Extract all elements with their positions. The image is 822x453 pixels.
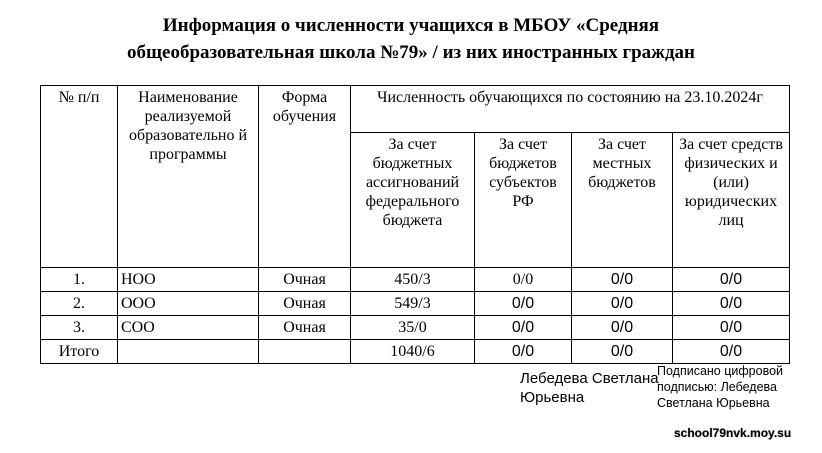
header-form: Форма обучения bbox=[259, 86, 351, 268]
cell-program: ООО bbox=[118, 292, 259, 316]
subheader-private: За счет средств физических и (или) юридических лиц bbox=[673, 133, 790, 268]
digital-signature-note bbox=[657, 363, 807, 411]
subheader-subjects: За счет бюджетов субъектов РФ bbox=[475, 133, 572, 268]
digital-signature-line-3: Светлана Юрьевна bbox=[657, 396, 770, 410]
cell-form: Очная bbox=[259, 268, 351, 292]
subheader-local: За счет местных бюджетов bbox=[572, 133, 673, 268]
total-federal: 1040/6 bbox=[351, 340, 475, 364]
total-private: 0/0 bbox=[673, 340, 790, 364]
cell-federal: 549/3 bbox=[351, 292, 475, 316]
total-program bbox=[118, 340, 259, 364]
cell-num: 1. bbox=[41, 268, 118, 292]
cell-num: 2. bbox=[41, 292, 118, 316]
cell-private: 0/0 bbox=[673, 316, 790, 340]
cell-subjects: 0/0 bbox=[475, 316, 572, 340]
digital-signature-line-1: Подписано цифровой bbox=[657, 364, 784, 378]
table-row bbox=[41, 292, 790, 316]
cell-federal: 450/3 bbox=[351, 268, 475, 292]
cell-federal: 35/0 bbox=[351, 316, 475, 340]
students-table bbox=[40, 85, 790, 364]
cell-local: 0/0 bbox=[572, 292, 673, 316]
cell-private: 0/0 bbox=[673, 268, 790, 292]
total-local: 0/0 bbox=[572, 340, 673, 364]
header-num: № п/п bbox=[41, 86, 118, 268]
digital-signature-line-2: подписью: Лебедева bbox=[657, 380, 777, 394]
title-line-2: общеобразовательная школа №79» / из них иностранных граждан bbox=[126, 42, 696, 63]
table-row bbox=[41, 268, 790, 292]
cell-subjects: 0/0 bbox=[475, 268, 572, 292]
cell-program: НОО bbox=[118, 268, 259, 292]
total-label: Итого bbox=[41, 340, 118, 364]
header-program: Наименование реализуемой образовательно й программы bbox=[118, 86, 259, 268]
document-title bbox=[0, 12, 822, 66]
table-row bbox=[41, 316, 790, 340]
total-subjects: 0/0 bbox=[475, 340, 572, 364]
website-watermark: school79nvk.moy.su bbox=[674, 426, 792, 440]
table-total-row bbox=[41, 340, 790, 364]
signer-name bbox=[520, 369, 660, 407]
cell-subjects: 0/0 bbox=[475, 292, 572, 316]
cell-private: 0/0 bbox=[673, 292, 790, 316]
table-header-row bbox=[41, 86, 790, 133]
cell-num: 3. bbox=[41, 316, 118, 340]
cell-local: 0/0 bbox=[572, 316, 673, 340]
title-line-1: Информация о численности учащихся в МБОУ «Средняя bbox=[162, 15, 660, 36]
total-form bbox=[259, 340, 351, 364]
signer-name-line-1: Лебедева Светлана bbox=[520, 370, 659, 387]
cell-form: Очная bbox=[259, 292, 351, 316]
cell-local: 0/0 bbox=[572, 268, 673, 292]
subheader-federal: За счет бюджетных ассигнований федерального бюджета bbox=[351, 133, 475, 268]
header-count: Численность обучающихся по состоянию на 23.10.2024г bbox=[351, 86, 790, 133]
cell-form: Очная bbox=[259, 316, 351, 340]
signer-name-line-2: Юрьевна bbox=[520, 389, 585, 406]
cell-program: СОО bbox=[118, 316, 259, 340]
